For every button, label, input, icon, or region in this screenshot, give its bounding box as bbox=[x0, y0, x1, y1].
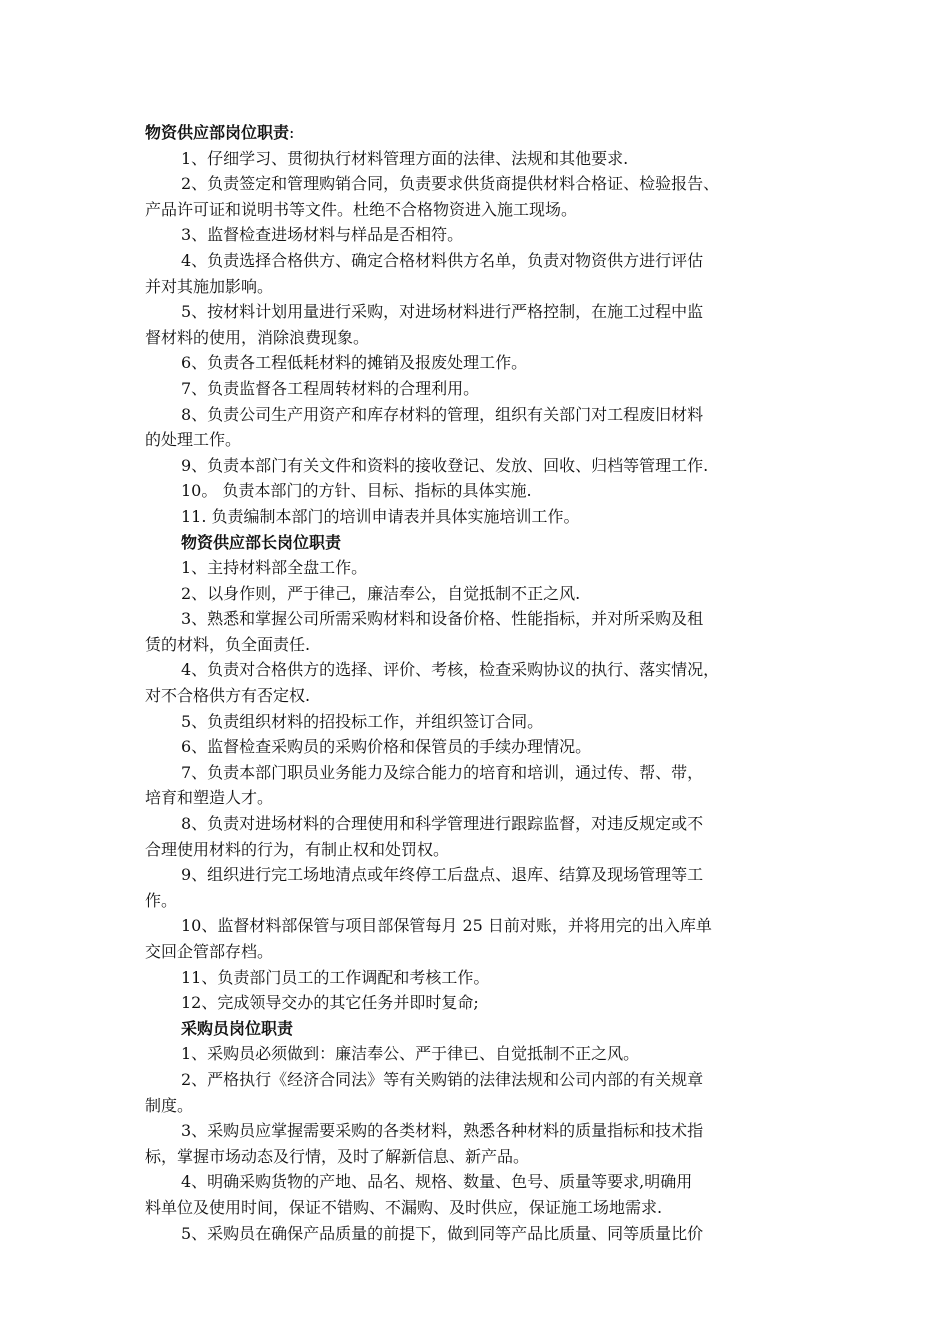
paragraph-line: 7、负责监督各工程周转材料的合理利用。 bbox=[181, 378, 480, 398]
paragraph-line: 5、负责组织材料的招投标工作，并组织签订合同。 bbox=[181, 711, 544, 731]
section-heading-text: 物资供应部岗位职责 bbox=[145, 123, 290, 142]
paragraph-line: 10。 负责本部门的方针、目标、指标的具体实施. bbox=[181, 481, 532, 501]
paragraph-line: 3、监督检查进场材料与样品是否相符。 bbox=[181, 225, 464, 245]
paragraph-line: 制度。 bbox=[145, 1095, 194, 1115]
paragraph-line: 督材料的使用，消除浪费现象。 bbox=[145, 327, 370, 347]
paragraph-line: 2、负责签定和管理购销合同，负责要求供货商提供材料合格证、检验报告、 bbox=[181, 174, 720, 194]
paragraph-line: 12、完成领导交办的其它任务并即时复命; bbox=[181, 993, 479, 1013]
paragraph-line: 培育和塑造人才。 bbox=[145, 788, 274, 808]
paragraph-line: 6、负责各工程低耗材料的摊销及报废处理工作。 bbox=[181, 353, 528, 373]
paragraph-line: 并对其施加影响。 bbox=[145, 276, 274, 296]
paragraph-line: 5、按材料计划用量进行采购，对进场材料进行严格控制，在施工过程中监 bbox=[181, 302, 704, 322]
paragraph-line: 合理使用材料的行为，有制止权和处罚权。 bbox=[145, 839, 450, 859]
paragraph-line: 4、负责选择合格供方、确定合格材料供方名单，负责对物资供方进行评估 bbox=[181, 250, 704, 270]
document-page bbox=[145, 120, 810, 1246]
paragraph-line: 11、负责部门员工的工作调配和考核工作。 bbox=[181, 967, 490, 987]
paragraph-line: 5、采购员在确保产品质量的前提下，做到同等产品比质量、同等质量比价 bbox=[181, 1223, 704, 1243]
section-heading bbox=[145, 530, 810, 556]
paragraph-line: 2、严格执行《经济合同法》等有关购销的法律法规和公司内部的有关规章 bbox=[181, 1069, 704, 1089]
paragraph-line: 3、熟悉和掌握公司所需采购材料和设备价格、性能指标，并对所采购及租 bbox=[181, 609, 704, 629]
paragraph-line: 对不合格供方有否定权. bbox=[145, 686, 311, 706]
paragraph-line: 7、负责本部门职员业务能力及综合能力的培育和培训，通过传、帮、带， bbox=[181, 762, 704, 782]
paragraph-line: 料单位及使用时间，保证不错购、不漏购、及时供应，保证施工场地需求. bbox=[145, 1197, 663, 1217]
section-heading bbox=[145, 1016, 810, 1042]
paragraph-line: 作。 bbox=[145, 890, 178, 910]
paragraph-line: 10、监督材料部保管与项目部保管每月 25 日前对账，并将用完的出入库单 bbox=[181, 916, 712, 936]
paragraph-line: 1、采购员必须做到：廉洁奉公、严于律已、自觉抵制不正之风。 bbox=[181, 1044, 640, 1064]
heading-colon: : bbox=[289, 123, 295, 142]
paragraph-line: 2、以身作则，严于律己，廉洁奉公，自觉抵制不正之风. bbox=[181, 583, 581, 603]
paragraph-line: 产品许可证和说明书等文件。杜绝不合格物资进入施工现场。 bbox=[145, 199, 578, 219]
paragraph-line: 9、负责本部门有关文件和资料的接收登记、发放、回收、归档等管理工作. bbox=[181, 455, 709, 475]
paragraph-line: 赁的材料，负全面责任. bbox=[145, 634, 311, 654]
paragraph-line: 6、监督检查采购员的采购价格和保管员的手续办理情况。 bbox=[181, 737, 592, 757]
paragraph-line: 交回企管部存档。 bbox=[145, 942, 274, 961]
paragraph-line: 11. 负责编制本部门的培训申请表并具体实施培训工作。 bbox=[181, 506, 580, 526]
section-heading-text: 物资供应部长岗位职责 bbox=[181, 532, 342, 552]
paragraph-line: 9、组织进行完工场地清点或年终停工后盘点、退库、结算及现场管理等工 bbox=[181, 865, 704, 885]
paragraph-line: 标，掌握市场动态及行情，及时了解新信息、新产品。 bbox=[145, 1146, 530, 1166]
paragraph-line: 1、仔细学习、贯彻执行材料管理方面的法律、法规和其他要求. bbox=[181, 148, 629, 168]
section-heading bbox=[145, 120, 810, 146]
paragraph-line: 8、负责对进场材料的合理使用和科学管理进行跟踪监督，对违反规定或不 bbox=[181, 814, 704, 834]
paragraph-line: 1、主持材料部全盘工作。 bbox=[181, 558, 368, 578]
paragraph-line: 的处理工作。 bbox=[145, 430, 242, 450]
paragraph-line: 8、负责公司生产用资产和库存材料的管理，组织有关部门对工程废旧材料 bbox=[181, 404, 704, 424]
paragraph-line: 3、采购员应掌握需要采购的各类材料，熟悉各种材料的质量指标和技术指 bbox=[181, 1121, 704, 1141]
paragraph-line: 4、负责对合格供方的选择、评价、考核，检查采购协议的执行、落实情况， bbox=[181, 660, 720, 680]
section-heading-text: 采购员岗位职责 bbox=[181, 1018, 294, 1038]
paragraph-line: 4、明确采购货物的产地、品名、规格、数量、色号、质量等要求,明确用 bbox=[181, 1172, 693, 1192]
